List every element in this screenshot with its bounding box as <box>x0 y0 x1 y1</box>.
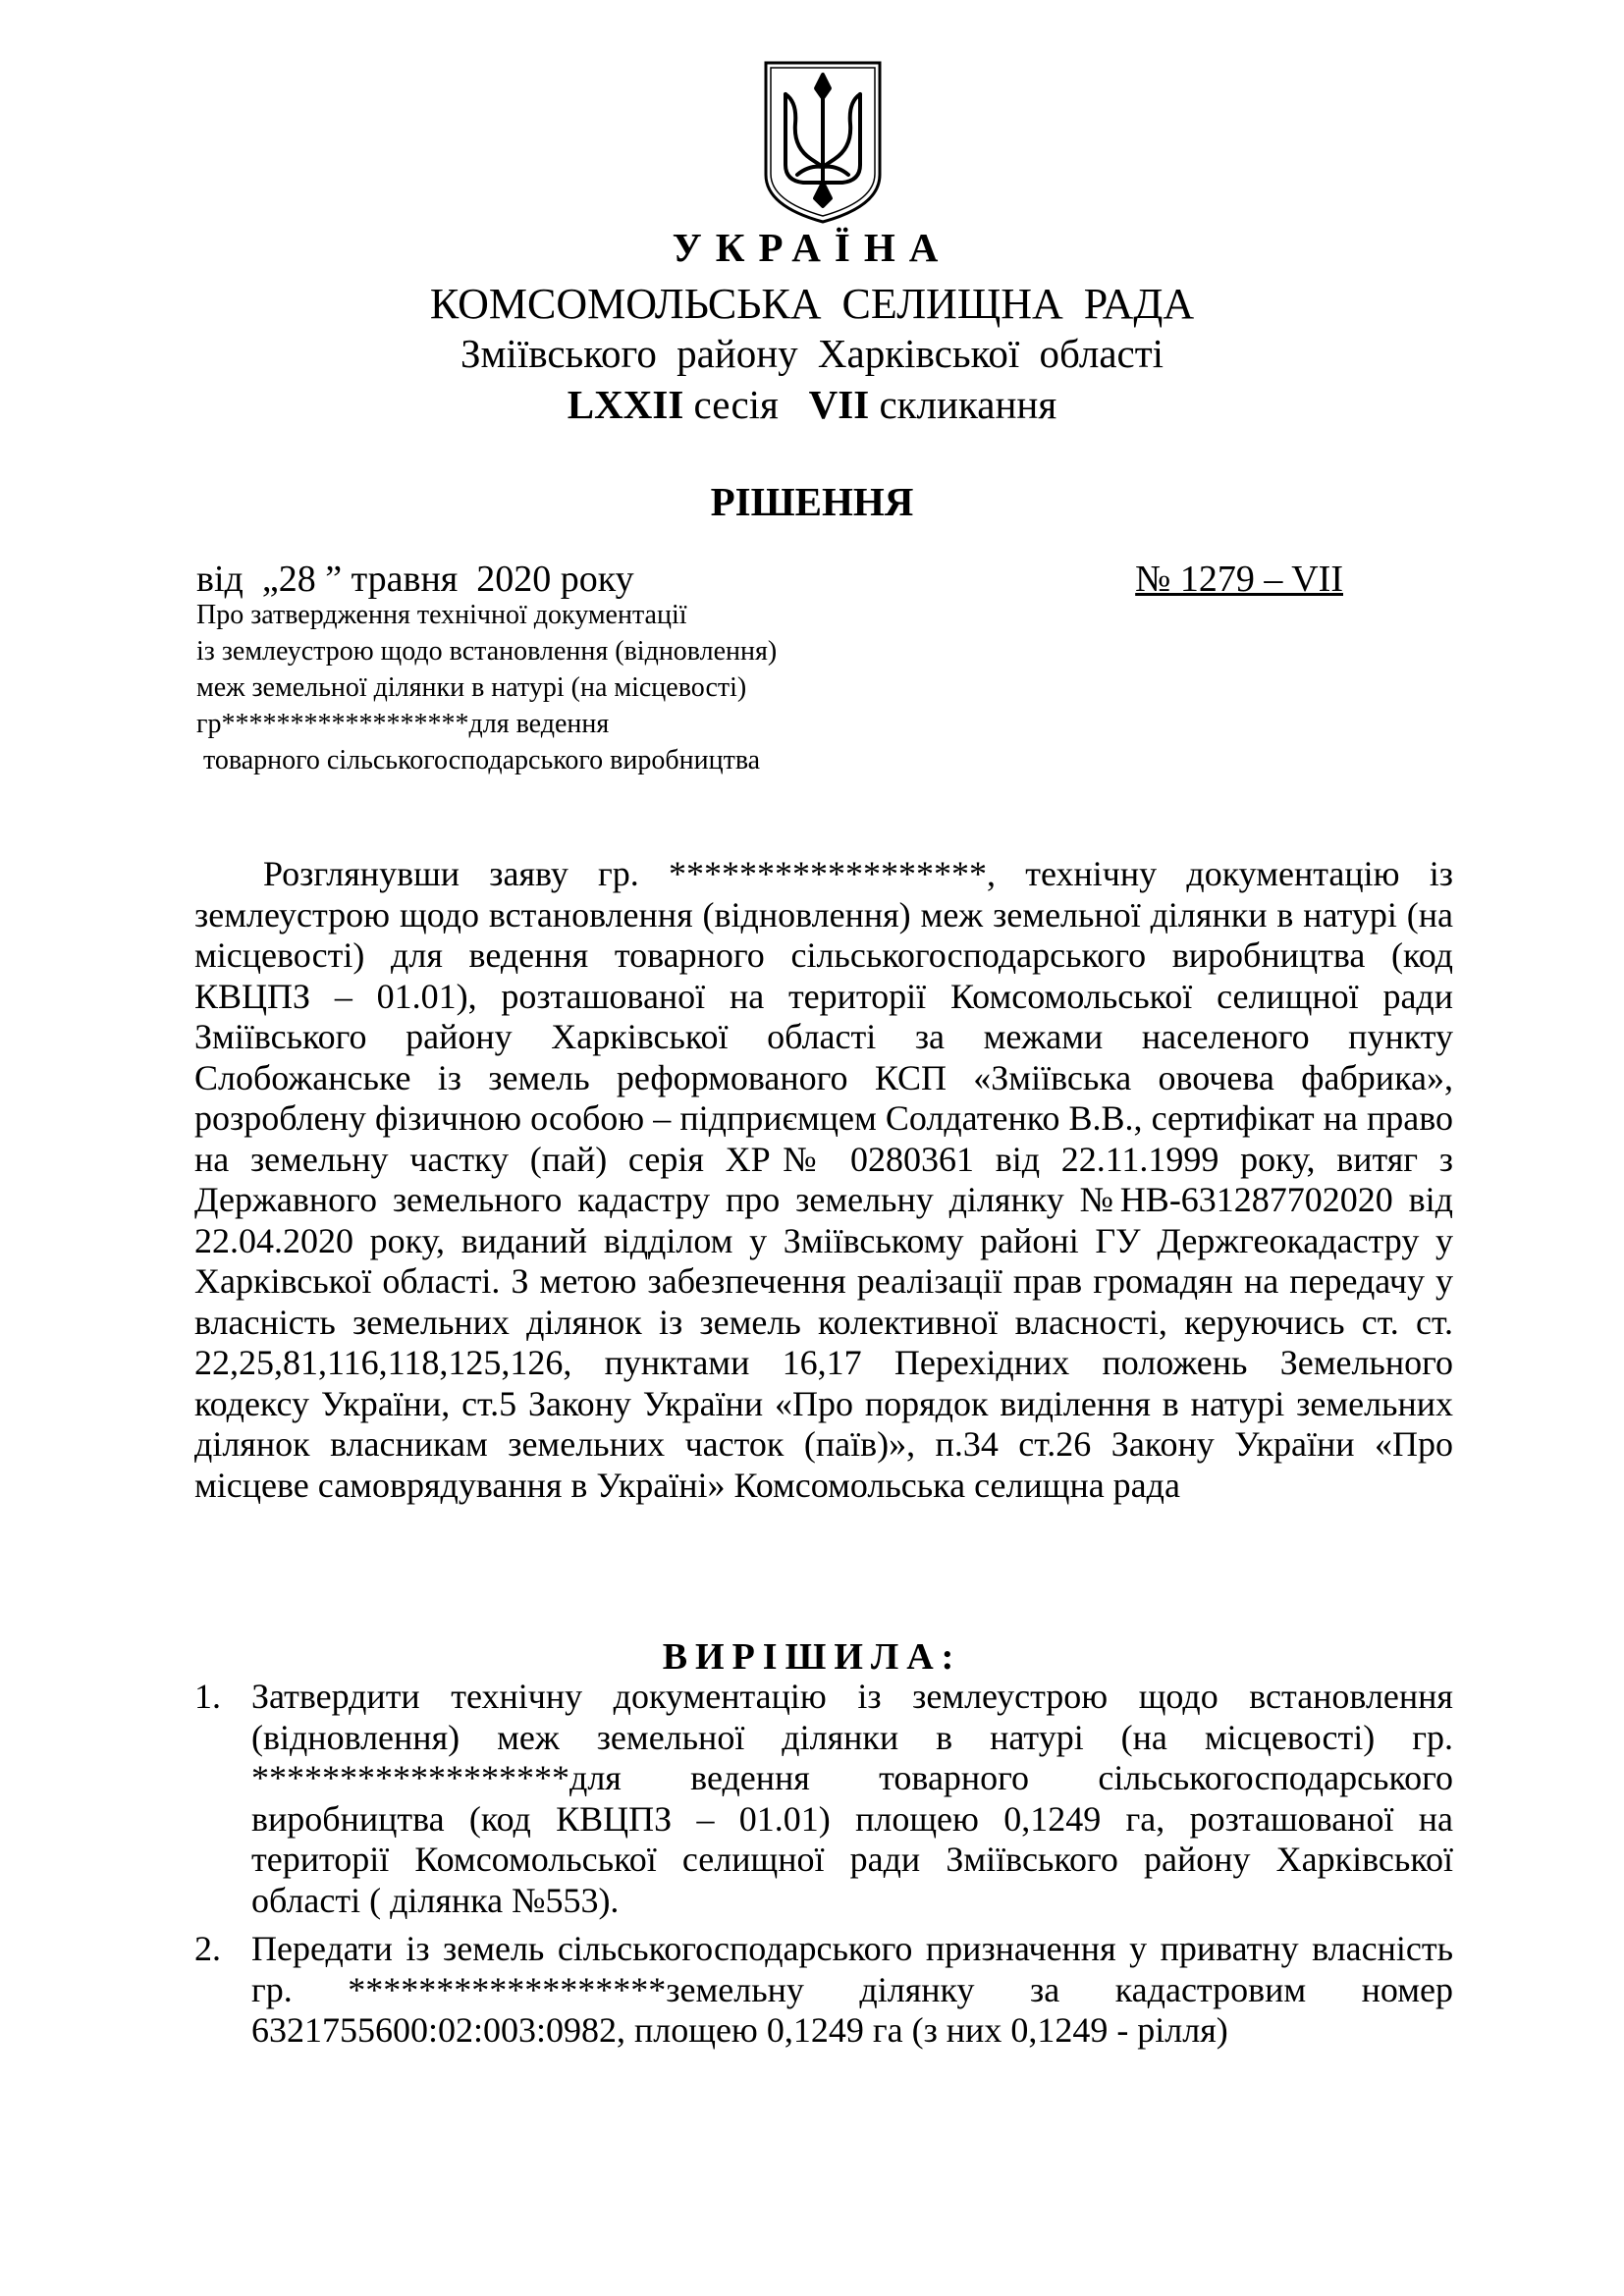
convocation-word: скликання <box>869 382 1057 427</box>
decision-items <box>194 1677 1453 2059</box>
session-number: LXXII <box>567 382 684 427</box>
country-title: УКРАЇНА <box>672 225 952 270</box>
decision-item <box>194 1929 1453 2052</box>
trident-coat-of-arms-icon <box>762 59 884 226</box>
convocation-number: VII <box>808 382 870 427</box>
decision-number: № 1279 – VII <box>1135 559 1343 600</box>
document-title: РІШЕННЯ <box>710 479 914 524</box>
item-number: 1. <box>194 1677 221 1716</box>
decision-item <box>194 1677 1453 1921</box>
district-region: Зміївського району Харківської області <box>460 331 1164 376</box>
subject-line: гр******************для ведення <box>196 709 610 739</box>
item-number: 2. <box>194 1929 221 1968</box>
council-name: КОМСОМОЛЬСЬКА СЕЛИЩНА РАДА <box>429 280 1195 328</box>
subject-line: меж земельної ділянки в натурі (на місцевості) <box>196 672 747 703</box>
item-text: Затвердити технічну документацію із землеустрою щодо встановлення (відновлення) меж земельної ділянки в натурі (на місцевості) гр. ******************для ведення товарного сільськогосподарського виробництва (код КВЦПЗ – 01.01) площею 0,1249 га, розташованої на території Комсомольської селищної ради Зміївського району Харківської області ( ділянка №553). <box>251 1677 1453 1920</box>
session-line <box>0 379 1624 430</box>
resolved-heading: ВИРІШИЛА: <box>662 1636 962 1678</box>
subject-line: Про затвердження технічної документації <box>196 600 687 630</box>
session-word: сесія <box>683 382 809 427</box>
subject-line: із землеустрою щодо встановлення (відновлення) <box>196 636 778 667</box>
decision-date: від „28 ” травня 2020 року <box>196 559 634 600</box>
subject-line: товарного сільськогосподарського виробництва <box>196 745 761 775</box>
preamble-paragraph: Розглянувши заяву гр. ******************, технічну документацію із землеустрою щодо встановлення (відновлення) меж земельної ділянки в натурі (на місцевості) для ведення товарного сільськогосподарського виробництва (код КВЦПЗ – 01.01), розташованої на території Комсомольської селищної ради Зміївського району Харківської області за межами населеного пункту Слобожанське із земель реформованого КСП «Зміївська овочева фабрика», розроблену фізичною особою – підприємцем Солдатенко В.В., сертифікат на право на земельну частку (пай) серія ХР№ 0280361 від 22.11.1999 року, витяг з Державного земельного кадастру про земельну ділянку №НВ-631287702020 від 22.04.2020 року, виданий відділом у Зміївському районі ГУ Держгеокадастру у Харківської області. З метою забезпечення реалізації прав громадян на передачу у власність земельних ділянок із земель колективної власності, керуючись ст. ст. 22,25,81,116,118,125,126, пунктами 16,17 Перехідних положень Земельного кодексу України, ст.5 Закону України «Про порядок виділення в натурі земельних ділянок власникам земельних часток (паїв)», п.34 ст.26 Закону України «Про місцеве самоврядування в Україні» Комсомольська селищна рада <box>194 854 1453 1505</box>
subject-block <box>196 597 903 778</box>
item-text: Передати із земель сільськогосподарського призначення у приватну власність гр. ******************земельну ділянку за кадастровим номер 6321755600:02:003:0982, площею 0,1249 га (з них 0,1249 - рілля) <box>251 1929 1453 2050</box>
